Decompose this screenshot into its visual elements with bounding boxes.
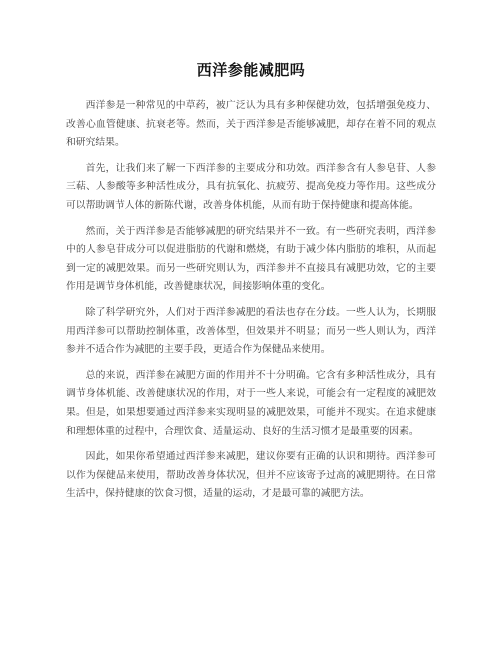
paragraph-summary: 总的来说，西洋参在减肥方面的作用并不十分明确。它含有多种活性成分，具有调节身体机能、改善健康状况的作用，对于一些人来说，可能会有一定程度的减肥效果。但是，如果想要通过西洋参来实现明显的减肥效果，可能并不现实。在追求健康和理想体重的过程中，合理饮食、适量运动、良好的生活习惯才是最重要的因素。 <box>66 369 436 437</box>
paragraph-opinions: 除了科学研究外，人们对于西洋参减肥的看法也存在分歧。一些人认为，长期服用西洋参可以帮助控制体重，改善体型，但效果并不明显；而另一些人则认为，西洋参并不适合作为减肥的主要手段，更适合作为保健品来使用。 <box>66 306 436 356</box>
paragraph-intro: 西洋参是一种常见的中草药，被广泛认为具有多种保健功效，包括增强免疫力、改善心血管健康、抗衰老等。然而，关于西洋参是否能够减肥，却存在着不同的观点和研究结果。 <box>66 100 436 149</box>
paragraph-conclusion: 因此，如果你希望通过西洋参来减肥，建议你要有正确的认识和期待。西洋参可以作为保健品来使用，帮助改善身体状况，但并不应该寄予过高的减肥期待。在日常生活中，保持健康的饮食习惯，适量的运动，才是最可靠的减肥方法。 <box>66 451 436 500</box>
paragraph-research: 然而，关于西洋参是否能够减肥的研究结果并不一致。有一些研究表明，西洋参中的人参皂苷成分可以促进脂肪的代谢和燃烧，有助于减少体内脂肪的堆积，从而起到一定的减肥效果。而另一些研究则认为，西洋参并不直接具有减肥功效，它的主要作用是调节身体机能，改善健康状况，间接影响体重的变化。 <box>66 225 436 293</box>
paragraph-ingredients: 首先，让我们来了解一下西洋参的主要成分和功效。西洋参含有人参皂苷、人参三萜、人参酸等多种活性成分，具有抗氧化、抗疲劳、提高免疫力等作用。这些成分可以帮助调节人体的新陈代谢，改善身体机能，从而有助于保持健康和提高体能。 <box>66 162 436 211</box>
page-title: 西洋参能减肥吗 <box>196 61 306 79</box>
